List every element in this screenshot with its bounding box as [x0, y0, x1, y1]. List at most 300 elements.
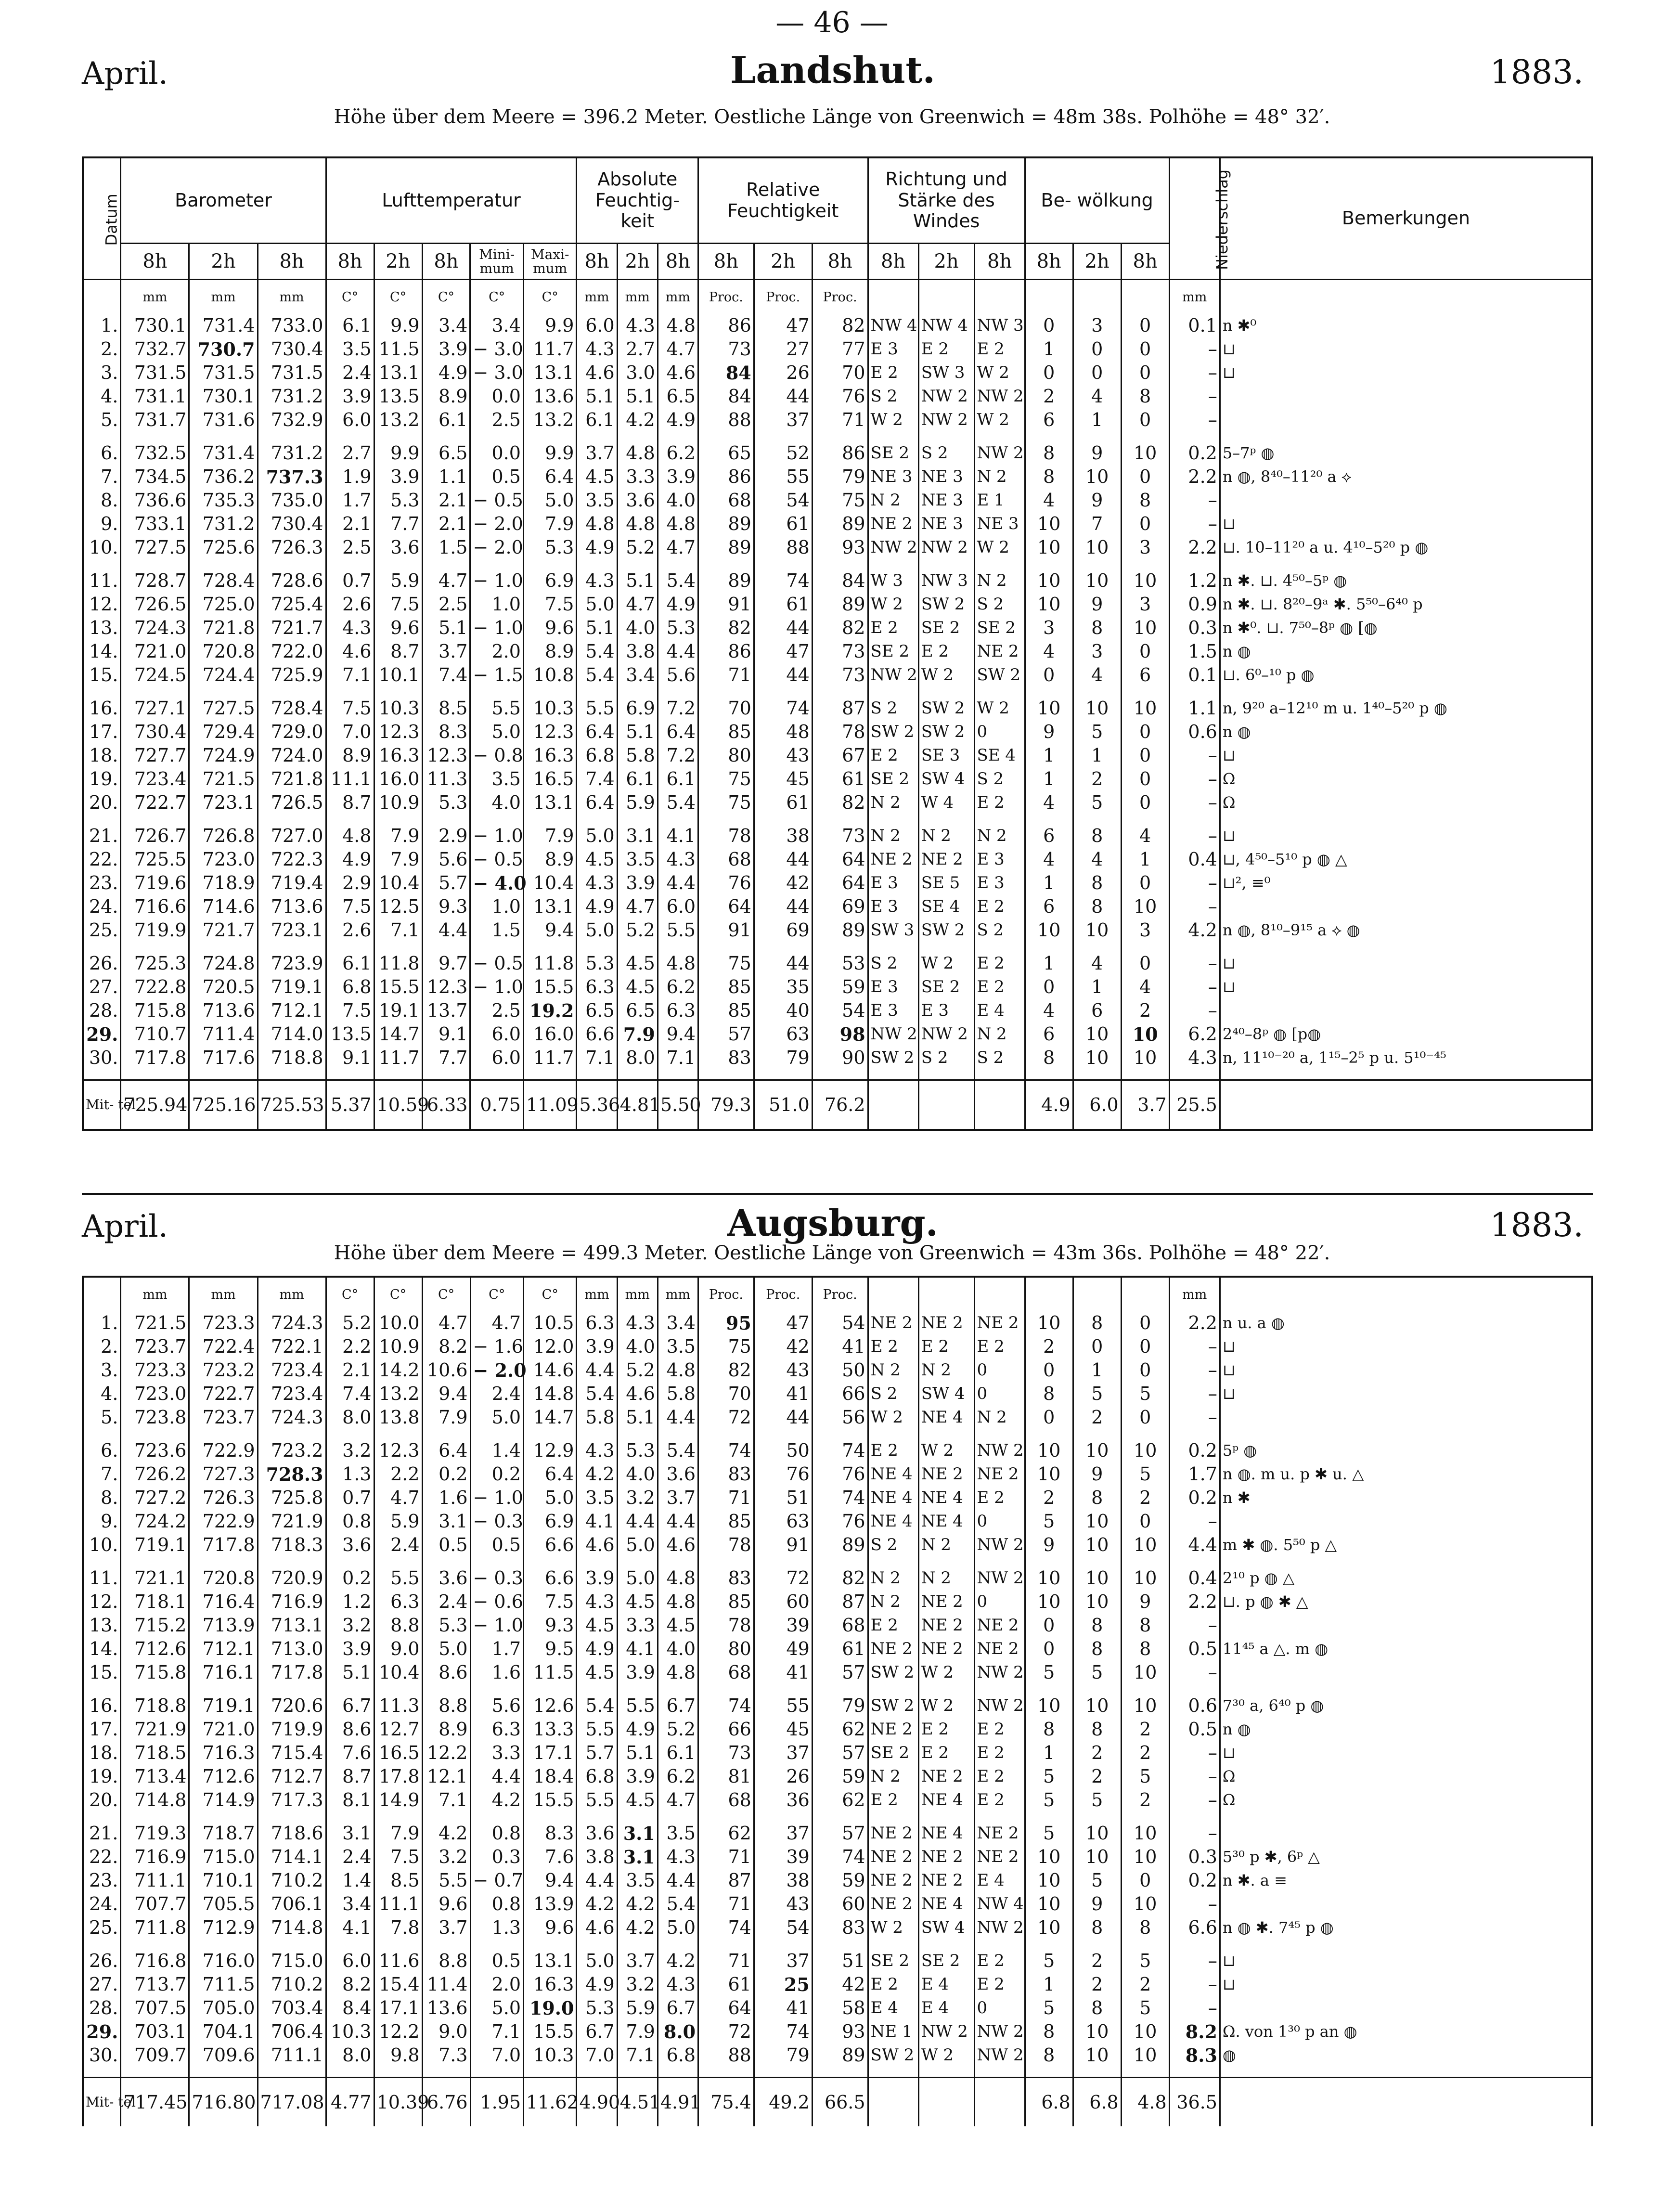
- mean-cell: 6.33: [422, 1080, 470, 1130]
- value-cell: 10: [1025, 1869, 1073, 1892]
- value-cell: 731.2: [258, 385, 326, 408]
- value-cell: E 2: [918, 1335, 974, 1358]
- value-cell: 8: [1025, 465, 1073, 489]
- value-cell: 709.7: [121, 2044, 189, 2067]
- value-cell: 714.9: [189, 1788, 258, 1812]
- value-cell: 0.0: [470, 441, 523, 465]
- value-cell: 712.1: [258, 999, 326, 1022]
- value-cell: 4.9: [577, 536, 617, 559]
- value-cell: 3.2: [326, 1614, 374, 1637]
- value-cell: 4.3: [617, 314, 658, 337]
- value-cell: 722.8: [121, 975, 189, 999]
- value-cell: 0: [1121, 871, 1169, 895]
- value-cell: 75: [698, 952, 754, 975]
- station-table-landshut: [82, 156, 1593, 1131]
- value-cell: E 2: [868, 1788, 918, 1812]
- value-cell: 15.5: [523, 975, 577, 999]
- value-cell: 88: [698, 2044, 754, 2067]
- value-cell: 6.4: [422, 1439, 470, 1462]
- subheader-h8: 8h: [326, 244, 374, 280]
- value-cell: 6.4: [524, 1462, 577, 1486]
- value-cell: 4.8: [658, 952, 698, 975]
- remark-cell: ⊔: [1220, 1949, 1592, 1973]
- value-cell: 0: [1121, 361, 1169, 385]
- value-cell: 50: [754, 1439, 812, 1462]
- value-cell: –: [1169, 1996, 1220, 2020]
- value-cell: 83: [698, 1462, 754, 1486]
- value-cell: 8.3: [422, 720, 470, 744]
- date-cell: 9.: [83, 512, 121, 536]
- value-cell: 0: [1121, 314, 1169, 337]
- value-cell: 89: [698, 512, 754, 536]
- value-cell: 3.3: [470, 1741, 523, 1765]
- value-cell: 5.5: [470, 697, 523, 720]
- value-cell: 0.1: [1169, 314, 1220, 337]
- value-cell: –: [1169, 1949, 1220, 1973]
- date-cell: 8.: [83, 489, 121, 512]
- value-cell: 723.3: [189, 1311, 258, 1335]
- value-cell: E 2: [918, 337, 974, 361]
- value-cell: 4.0: [617, 1335, 658, 1358]
- value-cell: 8.6: [326, 1718, 374, 1741]
- value-cell: NE 4: [918, 1486, 974, 1510]
- value-cell: 5: [1073, 720, 1121, 744]
- value-cell: SW 2: [868, 2044, 918, 2067]
- value-cell: 4.3: [1169, 1046, 1220, 1070]
- value-cell: E 4: [918, 1973, 974, 1996]
- value-cell: 64: [698, 895, 754, 918]
- value-cell: 4.3: [658, 1973, 698, 1996]
- value-cell: 731.1: [121, 385, 189, 408]
- value-cell: 8: [1121, 1614, 1169, 1637]
- unit-label: mm: [258, 1277, 326, 1311]
- value-cell: 726.7: [121, 824, 189, 848]
- subheader-h8: 8h: [1121, 244, 1169, 280]
- value-cell: 12.3: [374, 720, 422, 744]
- value-cell: 4.9: [577, 1973, 617, 1996]
- value-cell: 8: [1073, 824, 1121, 848]
- table-row: [83, 640, 1592, 663]
- value-cell: 9.9: [523, 441, 577, 465]
- value-cell: N 2: [868, 489, 918, 512]
- value-cell: NE 4: [918, 1406, 974, 1429]
- value-cell: 8: [1025, 441, 1073, 465]
- value-cell: SW 2: [974, 663, 1025, 687]
- value-cell: 43: [754, 744, 812, 767]
- value-cell: 7.9: [374, 824, 422, 848]
- value-cell: E 2: [974, 1718, 1025, 1741]
- value-cell: − 0.3: [470, 1510, 523, 1533]
- date-cell: 15.: [83, 1661, 121, 1684]
- value-cell: 88: [754, 536, 812, 559]
- value-cell: 728.6: [258, 569, 326, 593]
- value-cell: 4.3: [658, 848, 698, 871]
- mean-cell: [974, 1080, 1025, 1130]
- value-cell: 41: [754, 1661, 812, 1684]
- value-cell: 5.3: [422, 791, 470, 815]
- value-cell: 720.8: [189, 1566, 258, 1590]
- value-cell: 75: [698, 1335, 754, 1358]
- value-cell: 91: [698, 918, 754, 942]
- value-cell: 1.3: [470, 1916, 523, 1940]
- value-cell: 721.8: [258, 767, 326, 791]
- table-row: [83, 918, 1592, 942]
- value-cell: –: [1169, 767, 1220, 791]
- value-cell: 5.3: [374, 489, 422, 512]
- value-cell: 10: [1121, 697, 1169, 720]
- value-cell: 10: [1073, 2020, 1121, 2044]
- value-cell: 5: [1073, 791, 1121, 815]
- value-cell: 713.6: [189, 999, 258, 1022]
- weather-table: [82, 1276, 1593, 2126]
- value-cell: 7.1: [617, 2044, 658, 2067]
- value-cell: 7.1: [374, 918, 422, 942]
- value-cell: 7.9: [374, 848, 422, 871]
- value-cell: 9.6: [524, 1916, 577, 1940]
- value-cell: 7.5: [326, 999, 374, 1022]
- value-cell: 4: [1025, 999, 1073, 1022]
- value-cell: E 2: [974, 975, 1025, 999]
- value-cell: SW 2: [918, 593, 974, 616]
- value-cell: 5.2: [658, 1718, 698, 1741]
- value-cell: NE 3: [918, 489, 974, 512]
- remark-cell: n, 9²⁰ a–12¹⁰ m u. 1⁴⁰–5²⁰ p ◍: [1220, 697, 1592, 720]
- value-cell: 6: [1025, 895, 1073, 918]
- mean-cell: 0.75: [470, 1080, 523, 1130]
- value-cell: NW 2: [974, 441, 1025, 465]
- value-cell: 5.0: [617, 1566, 658, 1590]
- value-cell: 724.9: [189, 744, 258, 767]
- date-cell: 24.: [83, 1892, 121, 1916]
- value-cell: 731.5: [189, 361, 258, 385]
- value-cell: 7.5: [524, 1590, 577, 1614]
- value-cell: 715.8: [121, 1661, 189, 1684]
- value-cell: 4.7: [470, 1311, 523, 1335]
- value-cell: 0.7: [326, 1486, 374, 1510]
- value-cell: 6: [1025, 824, 1073, 848]
- value-cell: 9.3: [422, 895, 470, 918]
- value-cell: NE 2: [868, 848, 918, 871]
- value-cell: 44: [754, 1406, 812, 1429]
- value-cell: 731.6: [189, 408, 258, 432]
- table-row: [83, 791, 1592, 815]
- value-cell: 4.3: [577, 1439, 617, 1462]
- value-cell: 0.3: [470, 1845, 523, 1869]
- value-cell: 724.5: [121, 663, 189, 687]
- value-cell: 5.1: [577, 616, 617, 640]
- mean-cell: 76.2: [812, 1080, 868, 1130]
- value-cell: 3: [1121, 536, 1169, 559]
- value-cell: 38: [754, 1869, 812, 1892]
- value-cell: 0: [1121, 408, 1169, 432]
- value-cell: − 1.0: [470, 1486, 523, 1510]
- value-cell: 6.1: [326, 952, 374, 975]
- table-row: [83, 1590, 1592, 1614]
- value-cell: 9.1: [326, 1046, 374, 1070]
- value-cell: 1.4: [326, 1869, 374, 1892]
- value-cell: 714.8: [121, 1788, 189, 1812]
- table-row: [83, 593, 1592, 616]
- subheader-h8: 8h: [974, 244, 1025, 280]
- value-cell: 2: [1121, 1486, 1169, 1510]
- value-cell: 704.1: [189, 2020, 258, 2044]
- value-cell: 8.8: [422, 1949, 470, 1973]
- value-cell: 8.2: [422, 1335, 470, 1358]
- table-row: [83, 744, 1592, 767]
- value-cell: 61: [812, 767, 868, 791]
- value-cell: –: [1169, 824, 1220, 848]
- value-cell: 5.0: [617, 1533, 658, 1557]
- value-cell: 3.9: [374, 465, 422, 489]
- value-cell: NE 2: [868, 1637, 918, 1661]
- value-cell: 11.8: [523, 952, 577, 975]
- value-cell: 10: [1073, 1046, 1121, 1070]
- value-cell: 2: [1073, 1741, 1121, 1765]
- value-cell: NE 2: [918, 1311, 974, 1335]
- value-cell: 4: [1121, 975, 1169, 999]
- value-cell: E 2: [974, 1486, 1025, 1510]
- value-cell: 71: [698, 1486, 754, 1510]
- value-cell: 7.1: [658, 1046, 698, 1070]
- mean-cell: 725.16: [189, 1080, 258, 1130]
- value-cell: 736.2: [189, 465, 258, 489]
- table-row: [83, 1694, 1592, 1718]
- value-cell: 82: [698, 1358, 754, 1382]
- date-cell: 12.: [83, 1590, 121, 1614]
- value-cell: 47: [754, 314, 812, 337]
- value-cell: 2: [1121, 1741, 1169, 1765]
- value-cell: 78: [698, 1533, 754, 1557]
- value-cell: 91: [698, 593, 754, 616]
- date-cell: 25.: [83, 918, 121, 942]
- value-cell: 76: [812, 1510, 868, 1533]
- value-cell: N 2: [868, 791, 918, 815]
- value-cell: 10: [1121, 1822, 1169, 1845]
- value-cell: 5.0: [470, 1406, 523, 1429]
- value-cell: 73: [698, 337, 754, 361]
- value-cell: 6.1: [326, 314, 374, 337]
- unit-label: mm: [1169, 1277, 1220, 1311]
- value-cell: 10: [1073, 2044, 1121, 2067]
- value-cell: 3.9: [617, 871, 658, 895]
- date-cell: 17.: [83, 1718, 121, 1741]
- remark-cell: ⊔. 6⁰–¹⁰ p ◍: [1220, 663, 1592, 687]
- mean-cell: 75.4: [698, 2078, 754, 2127]
- value-cell: 5.4: [577, 1694, 617, 1718]
- value-cell: E 3: [868, 337, 918, 361]
- value-cell: 722.7: [189, 1382, 258, 1406]
- value-cell: 4.7: [658, 337, 698, 361]
- value-cell: 713.7: [121, 1973, 189, 1996]
- value-cell: W 2: [918, 1661, 974, 1684]
- value-cell: 725.9: [258, 663, 326, 687]
- value-cell: E 3: [918, 999, 974, 1022]
- value-cell: 3.5: [617, 1869, 658, 1892]
- value-cell: 5.8: [617, 744, 658, 767]
- value-cell: 12.3: [422, 744, 470, 767]
- value-cell: N 2: [868, 1566, 918, 1590]
- value-cell: 10: [1073, 1590, 1121, 1614]
- station-table-augsburg: [82, 1276, 1593, 2126]
- table-row: [83, 1486, 1592, 1510]
- remark-cell: 2⁴⁰–8ᵖ ◍ [p◍: [1220, 1022, 1592, 1046]
- value-cell: 74: [754, 569, 812, 593]
- value-cell: 78: [698, 824, 754, 848]
- value-cell: 9: [1121, 1590, 1169, 1614]
- remark-cell: [1220, 385, 1592, 408]
- value-cell: 13.8: [374, 1406, 422, 1429]
- value-cell: 38: [754, 824, 812, 848]
- value-cell: 10: [1073, 1845, 1121, 1869]
- value-cell: 8.6: [422, 1661, 470, 1684]
- value-cell: 733.1: [121, 512, 189, 536]
- unit-label: mm: [658, 280, 698, 314]
- value-cell: 86: [812, 441, 868, 465]
- value-cell: 9.0: [422, 2020, 470, 2044]
- weather-table: [82, 156, 1593, 1131]
- value-cell: − 1.0: [470, 975, 523, 999]
- value-cell: 8.8: [422, 1694, 470, 1718]
- value-cell: 5.2: [617, 1358, 658, 1382]
- value-cell: 9.9: [523, 314, 577, 337]
- remark-cell: n ◍, 8¹⁰–9¹⁵ a ⟡ ◍: [1220, 918, 1592, 942]
- value-cell: 82: [812, 791, 868, 815]
- value-cell: 717.8: [189, 1533, 258, 1557]
- value-cell: − 0.6: [470, 1590, 523, 1614]
- mean-cell: 4.91: [658, 2078, 698, 2127]
- value-cell: S 2: [974, 918, 1025, 942]
- table-row: [83, 1788, 1592, 1812]
- value-cell: 5.3: [577, 1996, 617, 2020]
- mean-cell: [918, 1080, 974, 1130]
- value-cell: 5.9: [374, 569, 422, 593]
- remark-cell: ⊔. 10–11²⁰ a u. 4¹⁰–5²⁰ p ◍: [1220, 536, 1592, 559]
- value-cell: 89: [812, 1533, 868, 1557]
- value-cell: 4.2: [617, 1916, 658, 1940]
- table-row: [83, 1892, 1592, 1916]
- value-cell: E 3: [974, 871, 1025, 895]
- value-cell: 13.2: [374, 408, 422, 432]
- value-cell: 727.3: [189, 1462, 258, 1486]
- value-cell: 717.6: [189, 1046, 258, 1070]
- value-cell: W 3: [868, 569, 918, 593]
- remark-cell: Ω: [1220, 791, 1592, 815]
- value-cell: 13.6: [523, 385, 577, 408]
- unit-label: mm: [1169, 280, 1220, 314]
- value-cell: 3.6: [422, 1566, 470, 1590]
- value-cell: S 2: [868, 952, 918, 975]
- value-cell: 715.4: [258, 1741, 326, 1765]
- value-cell: 66: [698, 1718, 754, 1741]
- value-cell: –: [1169, 337, 1220, 361]
- unit-label: mm: [658, 1277, 698, 1311]
- value-cell: 5.3: [617, 1439, 658, 1462]
- value-cell: 7.9: [374, 1822, 422, 1845]
- value-cell: 64: [698, 1996, 754, 2020]
- value-cell: W 2: [974, 361, 1025, 385]
- value-cell: 5.0: [470, 1996, 523, 2020]
- value-cell: 0.2: [470, 1462, 523, 1486]
- remark-cell: ⊔: [1220, 975, 1592, 999]
- value-cell: 11.5: [524, 1661, 577, 1684]
- value-cell: 11.7: [374, 1046, 422, 1070]
- date-cell: 7.: [83, 1462, 121, 1486]
- value-cell: 5.4: [658, 569, 698, 593]
- value-cell: 8: [1073, 871, 1121, 895]
- remark-cell: n, 11¹⁰⁻²⁰ a, 1¹⁵–2⁵ p u. 5¹⁰⁻⁴⁵: [1220, 1046, 1592, 1070]
- value-cell: 732.5: [121, 441, 189, 465]
- value-cell: SE 2: [974, 616, 1025, 640]
- value-cell: 4.5: [577, 465, 617, 489]
- value-cell: 3.7: [422, 640, 470, 663]
- value-cell: 2.4: [470, 1382, 523, 1406]
- value-cell: 0: [1121, 767, 1169, 791]
- value-cell: 4: [1073, 952, 1121, 975]
- value-cell: 9.4: [523, 918, 577, 942]
- value-cell: 7.1: [577, 1046, 617, 1070]
- value-cell: 6.9: [524, 1510, 577, 1533]
- value-cell: NE 3: [918, 465, 974, 489]
- value-cell: 719.9: [258, 1718, 326, 1741]
- value-cell: 5: [1025, 1765, 1073, 1788]
- value-cell: 6.5: [658, 385, 698, 408]
- value-cell: 86: [698, 640, 754, 663]
- value-cell: 730.7: [189, 337, 258, 361]
- value-cell: –: [1169, 1382, 1220, 1406]
- value-cell: 723.0: [121, 1382, 189, 1406]
- value-cell: 5.1: [422, 616, 470, 640]
- subheader-max: Maxi- mum: [523, 244, 577, 280]
- value-cell: 10: [1121, 1694, 1169, 1718]
- value-cell: 6.4: [577, 720, 617, 744]
- value-cell: 10: [1121, 1022, 1169, 1046]
- value-cell: 726.8: [189, 824, 258, 848]
- value-cell: N 2: [868, 1358, 918, 1382]
- remark-cell: 5–7ᵖ ◍: [1220, 441, 1592, 465]
- value-cell: 10: [1073, 1022, 1121, 1046]
- value-cell: NE 4: [918, 1892, 974, 1916]
- value-cell: 85: [698, 1590, 754, 1614]
- mean-cell: [1220, 2078, 1592, 2127]
- value-cell: 11.7: [523, 337, 577, 361]
- value-cell: 8.8: [374, 1614, 422, 1637]
- value-cell: 5: [1025, 1949, 1073, 1973]
- value-cell: 723.3: [121, 1358, 189, 1382]
- unit-label: C°: [374, 1277, 422, 1311]
- value-cell: 0: [1025, 663, 1073, 687]
- date-cell: 23.: [83, 1869, 121, 1892]
- value-cell: 14.8: [524, 1382, 577, 1406]
- value-cell: 87: [812, 697, 868, 720]
- header-absolute-humidity: Absolute Feuchtig- keit: [577, 157, 698, 244]
- value-cell: 5.5: [374, 1566, 422, 1590]
- value-cell: 85: [698, 999, 754, 1022]
- value-cell: 3.5: [326, 337, 374, 361]
- value-cell: NE 2: [868, 1892, 918, 1916]
- value-cell: NE 2: [868, 1822, 918, 1845]
- value-cell: 4.3: [577, 1590, 617, 1614]
- value-cell: NE 2: [974, 640, 1025, 663]
- value-cell: 718.6: [258, 1822, 326, 1845]
- value-cell: E 2: [868, 1973, 918, 1996]
- value-cell: 5: [1073, 1788, 1121, 1812]
- value-cell: 9.9: [374, 314, 422, 337]
- remark-cell: n ◍. m u. p ✱ u. △: [1220, 1462, 1592, 1486]
- value-cell: 5.0: [470, 720, 523, 744]
- value-cell: –: [1169, 871, 1220, 895]
- value-cell: − 0.5: [470, 489, 523, 512]
- subheader-h2: 2h: [754, 244, 812, 280]
